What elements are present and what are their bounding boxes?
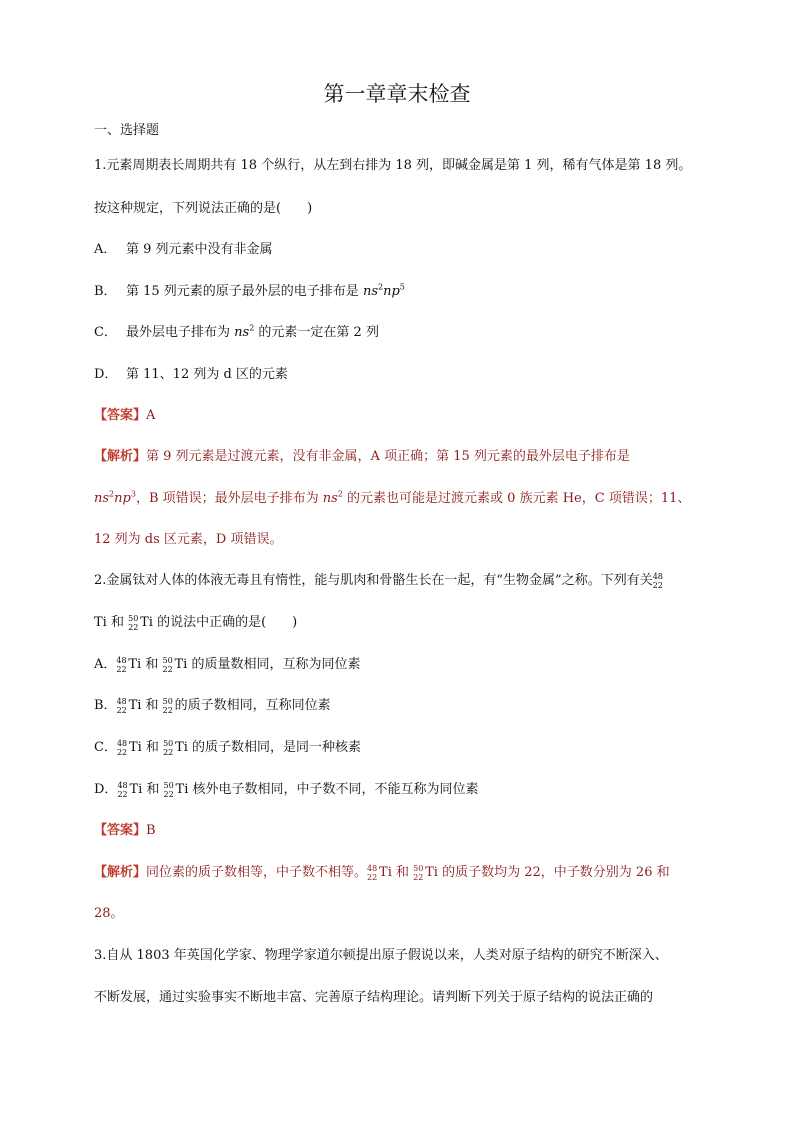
atomic-number: 22 (116, 665, 127, 674)
analysis-text: 同位素的质子数相等，中子数不相等。 (146, 865, 368, 880)
atomic-number: 22 (163, 790, 174, 799)
orbital-ns: ns (234, 325, 250, 340)
option-text: 第 9 列元素中没有非金属 (126, 242, 273, 257)
orbital-superscript: 2 (249, 324, 255, 333)
mass-number: 50 (162, 656, 173, 665)
isotope-ti48 (116, 656, 128, 674)
option-letter: D． (94, 782, 118, 797)
question-text: 和 (106, 615, 129, 630)
question-text: 的说法中正确的是( ) (152, 615, 298, 630)
element-symbol: Ti (129, 782, 143, 797)
option-text: 第 15 列元素的原子最外层的电子排布是 (126, 284, 363, 299)
q1-analysis-line1 (94, 448, 714, 466)
element-symbol: Ti (175, 740, 188, 755)
option-text: 和 (141, 657, 163, 672)
isotope-ti50 (163, 739, 175, 757)
orbital-ns: ns (362, 284, 378, 299)
mass-number: 48 (367, 864, 378, 873)
atomic-number: 22 (117, 790, 128, 799)
mass-number: 50 (163, 739, 174, 748)
element-symbol: Ti (94, 615, 107, 630)
q2-option-c (94, 739, 714, 757)
option-letter: B． (94, 698, 117, 713)
q2-analysis-line1 (94, 864, 714, 882)
isotope-ti50 (163, 697, 175, 715)
option-text: 和 (142, 782, 164, 797)
page-title: 第一章章末检查 (323, 82, 471, 106)
analysis-text: 的质子数均为 22，中子数分别为 26 和 (437, 865, 670, 880)
mass-number: 50 (413, 864, 424, 873)
analysis-text: ，B 项错误；最外层电子排布为 (135, 491, 323, 506)
option-text: 的元素一定在第 2 列 (254, 325, 379, 340)
mass-number: 50 (128, 614, 139, 623)
element-symbol: Ti (379, 865, 392, 880)
answer-tag: 【答案】 (94, 823, 147, 838)
option-letter: C． (94, 325, 117, 340)
option-letter: D． (94, 367, 118, 382)
element-symbol: Ti (128, 698, 142, 713)
atomic-number: 22 (367, 873, 378, 882)
element-symbol: Ti (128, 657, 142, 672)
element-symbol: Ti (128, 740, 142, 755)
orbital-superscript: 2 (378, 283, 384, 292)
answer-tag: 【答案】 (94, 408, 147, 423)
isotope-ti48 (117, 697, 129, 715)
mass-number: 48 (652, 572, 663, 581)
option-letter: A． (94, 657, 117, 672)
q2-option-d (94, 781, 714, 799)
option-text: 最外层电子排布为 (126, 325, 235, 340)
atomic-number: 22 (116, 748, 128, 757)
mass-number: 50 (162, 697, 173, 706)
mass-number: 50 (163, 781, 174, 790)
q2-stem-line1 (94, 572, 714, 590)
mass-number: 48 (116, 697, 127, 706)
mass-number: 48 (117, 781, 128, 790)
q1-analysis-line2 (94, 490, 714, 508)
element-symbol: Ti (174, 657, 188, 672)
analysis-tag: 【解析】 (94, 865, 147, 880)
section-heading: 一、选择题 (94, 123, 160, 138)
q1-option-a (94, 241, 714, 259)
atomic-number: 22 (116, 706, 127, 715)
orbital-superscript: 3 (130, 490, 136, 499)
question-text: 2.金属钛对人体的体液无毒且有惰性，能与肌肉和骨骼生长在一起，有“生物金属”之称。下列有关 (94, 573, 653, 588)
q1-stem-line2: 按这种规定，下列说法正确的是( ) (94, 201, 313, 216)
option-letter: C． (94, 740, 117, 755)
q1-option-d (94, 366, 714, 384)
element-symbol: Ti (425, 865, 438, 880)
atomic-number: 22 (128, 623, 139, 632)
q1-answer (94, 407, 714, 425)
analysis-text: 第 9 列元素是过渡元素，没有非金属，A 项正确；第 15 列元素的最外层电子排布是 (146, 449, 630, 464)
atomic-number: 22 (162, 706, 173, 715)
atomic-number: 22 (163, 748, 174, 757)
option-text: 和 (141, 698, 163, 713)
orbital-np: np (383, 284, 400, 299)
isotope-ti48 (367, 864, 379, 882)
option-letter: B． (94, 284, 117, 299)
analysis-text: 的元素也可能是过渡元素或 0 族元素 He，C 项错误；11、 (342, 491, 691, 506)
answer-value: A (146, 408, 156, 423)
isotope-ti50 (164, 781, 176, 799)
atomic-number: 22 (162, 665, 173, 674)
isotope-ti50 (163, 656, 175, 674)
isotope-ti48 (653, 572, 665, 590)
option-text: 的质量数相同，互称为同位素 (187, 657, 361, 672)
q1-option-c (94, 324, 714, 342)
q2-option-b (94, 697, 714, 715)
option-text: 第 11、12 列为 d 区的元素 (126, 367, 288, 382)
orbital-np: np (114, 491, 131, 506)
option-text: 和 (141, 740, 164, 755)
atomic-number: 22 (413, 873, 424, 882)
q1-stem-line1: 1.元素周期表长周期共有 18 个纵行，从左到右排为 18 列，即碱金属是第 1 列，稀有气体是第 18 列。 (94, 158, 692, 173)
orbital-superscript: 2 (109, 490, 115, 499)
option-text: 的质子数相同，互称同位素 (174, 698, 331, 713)
q2-option-a (94, 656, 714, 674)
analysis-tag: 【解析】 (94, 449, 147, 464)
q2-answer (94, 822, 714, 840)
mass-number: 48 (116, 656, 127, 665)
orbital-superscript: 2 (337, 490, 343, 499)
q1-analysis-line3: 12 列为 ds 区元素，D 项错误。 (94, 532, 283, 547)
mass-number: 48 (116, 739, 128, 748)
q2-stem-line2 (94, 614, 714, 632)
orbital-superscript: 5 (399, 283, 405, 292)
q3-stem-line2: 不断发展，通过实验事实不断地丰富、完善原子结构理论。请判断下列关于原子结构的说法正确的 (94, 990, 654, 1005)
element-symbol: Ti (175, 782, 189, 797)
q1-option-b (94, 283, 714, 301)
option-letter: A． (94, 242, 117, 257)
q2-analysis-line2: 28。 (94, 906, 124, 921)
isotope-ti50 (128, 614, 140, 632)
isotope-ti50 (413, 864, 425, 882)
q3-stem-line1: 3.自从 1803 年英国化学家、物理学家道尔顿提出原子假说以来，人类对原子结构的研究不断深入、 (94, 948, 668, 963)
analysis-text: 和 (391, 865, 414, 880)
orbital-ns: ns (322, 491, 338, 506)
isotope-ti48 (117, 781, 129, 799)
orbital-ns: ns (94, 491, 110, 506)
isotope-ti48 (117, 739, 129, 757)
option-text: 的质子数相同，是同一种核素 (187, 740, 362, 755)
option-text: 核外电子数相同，中子数不同，不能互称为同位素 (188, 782, 479, 797)
atomic-number: 22 (652, 581, 663, 590)
element-symbol: Ti (140, 615, 153, 630)
answer-value: B (146, 823, 156, 838)
